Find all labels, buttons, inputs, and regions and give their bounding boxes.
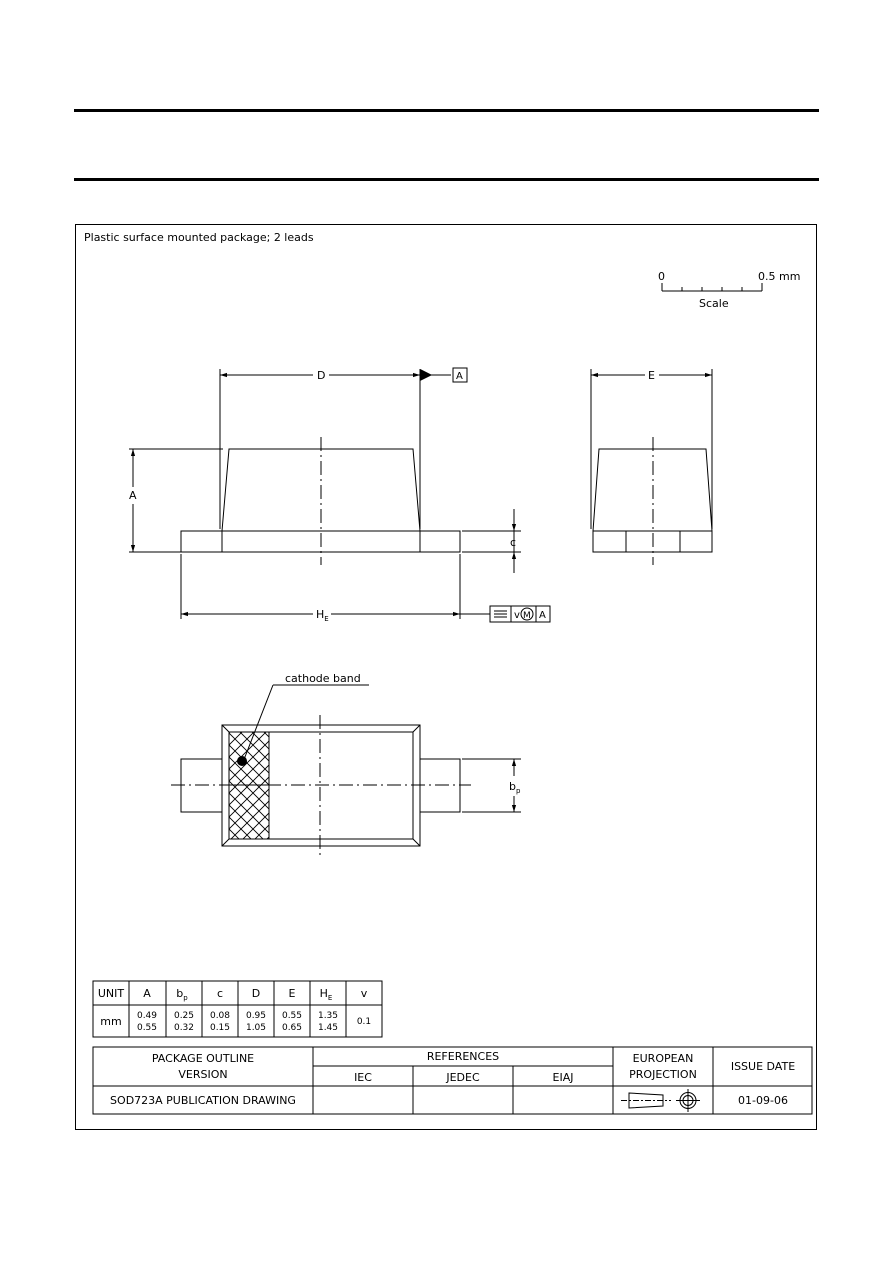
value-c-min: 0.08 [209,1011,231,1021]
drawing-frame [75,224,817,1130]
label-HE: $H_E$ [316,608,329,623]
value-HE-min: 1.35 [317,1011,339,1021]
dimension-table-headers [98,987,368,1002]
value-bp-max: 0.32 [173,1023,195,1033]
second-rule [74,178,819,181]
version-header: VERSION [178,1068,228,1081]
value-v: 0.1 [356,1017,372,1027]
package-title: Plastic surface mounted package; 2 leads [84,231,314,244]
european-header: EUROPEAN [632,1052,694,1065]
references-header: REFERENCES [426,1050,500,1063]
value-A-min: 0.49 [136,1011,158,1021]
projection-symbol-icon [621,1089,700,1112]
unit-value: mm [100,1015,122,1028]
package-outline-drawing [76,225,818,1131]
end-view [591,369,712,565]
header-A: A [143,987,151,1000]
value-D-min: 0.95 [245,1011,267,1021]
scale-bar [662,283,762,291]
top-rule [74,109,819,112]
value-E-max: 0.65 [281,1023,303,1033]
cathode-dot [237,756,247,766]
value-A-max: 0.55 [136,1023,158,1033]
header-v: v [360,987,368,1000]
header-E: E [288,987,296,1000]
scale-zero-label: 0 [658,270,665,283]
header-c: c [216,987,224,1000]
label-bp: $b_p$ [509,780,521,795]
header-D: D [251,987,261,1000]
cathode-label: cathode band [285,672,361,685]
issue-date-header: ISSUE DATE [730,1060,796,1073]
dimension-table-values [137,1011,371,1033]
version-value: SOD723A PUBLICATION DRAWING [110,1094,296,1107]
side-view [129,368,550,622]
tolerance-a: A [539,610,546,621]
label-E: E [648,369,655,382]
label-D: D [317,369,326,382]
tolerance-m: M [523,611,531,621]
scale-max-label: 0.5 mm [758,270,801,283]
scale-caption: Scale [699,297,729,310]
jedec-header: JEDEC [446,1071,480,1084]
label-datum-A: A [456,371,463,382]
issue-date-value: 01-09-06 [738,1094,788,1107]
value-bp-min: 0.25 [173,1011,195,1021]
top-view [171,685,521,857]
value-HE-max: 1.45 [317,1023,339,1033]
tolerance-v: v [514,610,520,621]
value-D-max: 1.05 [245,1023,267,1033]
label-c: c [510,536,517,549]
header-bp: $b_p$ [176,987,188,1002]
value-E-min: 0.55 [281,1011,303,1021]
header-HE: $H_E$ [319,987,333,1002]
iec-header: IEC [354,1071,372,1084]
projection-header: PROJECTION [629,1068,697,1081]
value-c-max: 0.15 [209,1023,231,1033]
eiaj-header: EIAJ [552,1071,574,1084]
header-unit: UNIT [97,987,125,1000]
pkg-outline-header: PACKAGE OUTLINE [151,1052,255,1065]
label-A: A [129,489,137,502]
